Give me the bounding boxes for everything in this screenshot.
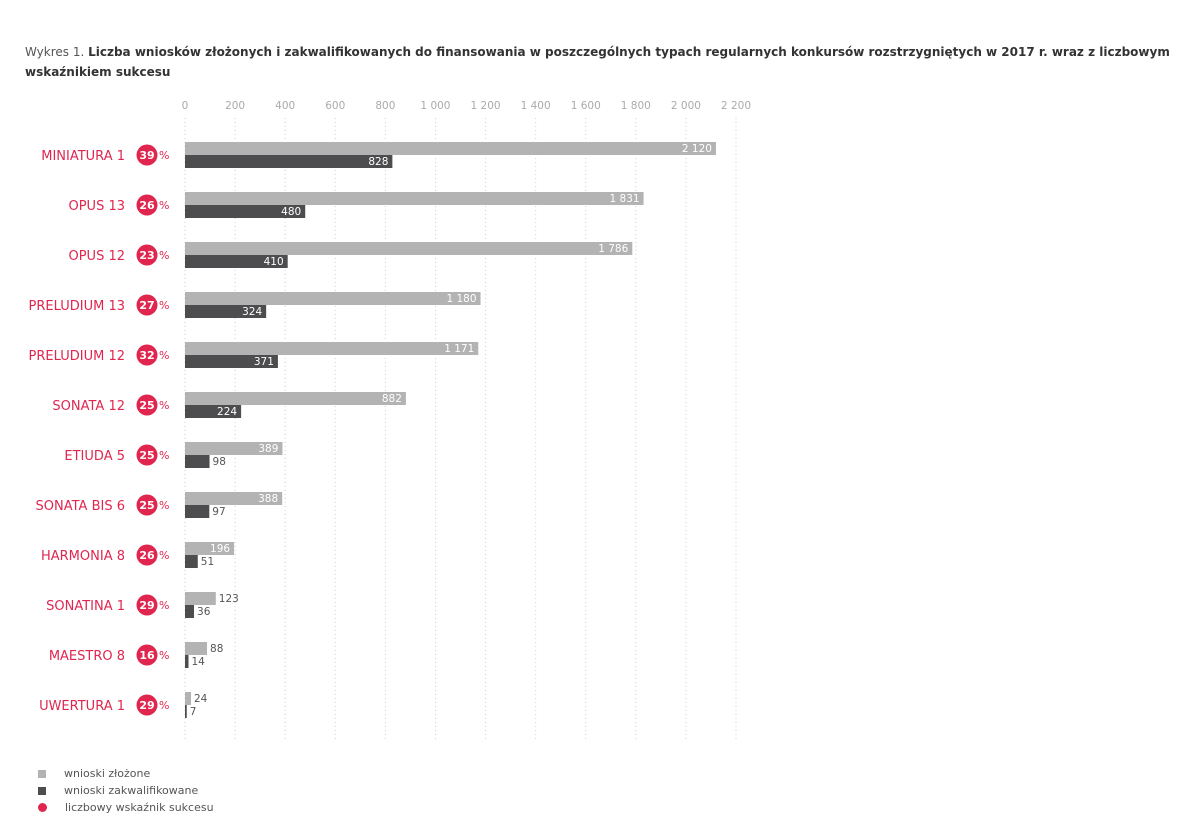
x-tick-label: 800 <box>375 100 396 112</box>
bar-submitted <box>185 342 478 355</box>
bars-layer <box>185 142 716 718</box>
data-label-qualified: 98 <box>212 456 226 468</box>
category-label: SONATA 12 <box>52 399 125 414</box>
legend-dot-icon <box>38 803 47 812</box>
x-tick-label: 1 600 <box>570 100 601 112</box>
success-rate-unit: % <box>159 549 170 562</box>
data-label-qualified: 410 <box>263 256 284 268</box>
category-label: SONATINA 1 <box>46 599 125 614</box>
x-tick-label: 1 800 <box>620 100 651 112</box>
data-label-submitted: 2 120 <box>681 143 712 155</box>
success-rate-value: 39 <box>139 149 155 162</box>
bar-submitted <box>185 292 481 305</box>
bar-submitted <box>185 192 644 205</box>
legend-label: wnioski złożone <box>64 767 151 780</box>
success-rate-unit: % <box>159 349 170 362</box>
bar-submitted <box>185 142 716 155</box>
data-label-qualified: 97 <box>212 506 226 518</box>
x-tick-label: 200 <box>225 100 246 112</box>
success-rate-value: 23 <box>139 249 155 262</box>
chart-title-prefix: Wykres 1. <box>25 45 85 59</box>
chart-title-text: Liczba wniosków złożonych i zakwalifikowanych do finansowania w poszczególnych typach regularnych konkursów rozstrzygniętych w 2017 r. wraz z liczbowym wskaźnikiem sukcesu <box>25 45 1170 79</box>
success-rate-unit: % <box>159 399 170 412</box>
success-rate-unit: % <box>159 249 170 262</box>
data-label-submitted: 388 <box>258 493 279 505</box>
bar-qualified <box>185 155 392 168</box>
category-label: MINIATURA 1 <box>41 149 125 164</box>
bar-submitted <box>185 592 216 605</box>
success-rate-unit: % <box>159 449 170 462</box>
data-label-submitted: 882 <box>381 393 402 405</box>
x-tick-label: 2 200 <box>720 100 752 112</box>
bar-qualified <box>185 655 189 668</box>
legend <box>38 765 214 816</box>
success-rate-value: 25 <box>139 499 155 512</box>
bar-qualified <box>185 505 209 518</box>
success-rate-value: 26 <box>139 549 155 562</box>
data-label-submitted: 196 <box>210 543 231 555</box>
data-label-submitted: 389 <box>258 443 279 455</box>
success-rate-value: 25 <box>139 399 155 412</box>
bar-qualified <box>185 705 187 718</box>
x-tick-label: 1 400 <box>520 100 551 112</box>
success-rate-value: 25 <box>139 449 155 462</box>
success-rate-value: 29 <box>139 599 155 612</box>
data-label-qualified: 7 <box>189 706 197 718</box>
data-label-submitted: 24 <box>194 693 208 705</box>
category-label: UWERTURA 1 <box>39 699 125 714</box>
data-label-qualified: 324 <box>242 306 263 318</box>
x-axis-ticks <box>182 100 751 112</box>
bar-qualified <box>185 555 198 568</box>
data-label-submitted: 1 831 <box>609 193 640 205</box>
data-label-qualified: 51 <box>200 556 215 568</box>
x-tick-label: 400 <box>275 100 296 112</box>
data-label-qualified: 36 <box>197 606 211 618</box>
category-labels-layer <box>29 145 170 716</box>
category-label: SONATA BIS 6 <box>35 499 125 514</box>
category-label: OPUS 12 <box>68 249 125 264</box>
legend-item <box>38 765 214 782</box>
data-label-submitted: 1 171 <box>444 343 475 355</box>
data-label-qualified: 480 <box>281 206 302 218</box>
success-rate-unit: % <box>159 299 170 312</box>
data-label-qualified: 14 <box>191 656 205 668</box>
data-label-submitted: 1 180 <box>446 293 477 305</box>
success-rate-unit: % <box>159 649 170 662</box>
data-label-qualified: 224 <box>217 406 238 418</box>
legend-label: wnioski zakwalifikowane <box>64 784 199 797</box>
category-label: PRELUDIUM 12 <box>28 349 125 364</box>
x-tick-label: 0 <box>181 100 189 112</box>
success-rate-unit: % <box>159 499 170 512</box>
legend-item <box>38 782 214 799</box>
bar-submitted <box>185 692 191 705</box>
x-tick-label: 2 000 <box>670 100 701 112</box>
data-label-qualified: 828 <box>368 156 389 168</box>
data-label-submitted: 88 <box>210 643 224 655</box>
bar-qualified <box>185 455 210 468</box>
data-label-qualified: 371 <box>253 356 274 368</box>
bar-qualified <box>185 605 194 618</box>
x-tick-label: 600 <box>325 100 346 112</box>
data-label-submitted: 1 786 <box>598 243 629 255</box>
category-label: OPUS 13 <box>68 199 125 214</box>
success-rate-value: 32 <box>139 349 155 362</box>
category-label: HARMONIA 8 <box>40 549 125 564</box>
success-rate-unit: % <box>159 149 170 162</box>
success-rate-unit: % <box>159 699 170 712</box>
success-rate-unit: % <box>159 199 170 212</box>
category-label: MAESTRO 8 <box>48 649 125 664</box>
success-rate-value: 29 <box>139 699 155 712</box>
category-label: PRELUDIUM 13 <box>28 299 125 314</box>
legend-square-icon <box>38 787 46 795</box>
legend-label: liczbowy wskaźnik sukcesu <box>65 801 214 814</box>
legend-square-icon <box>38 770 46 778</box>
category-label: ETIUDA 5 <box>64 449 125 464</box>
bar-submitted <box>185 642 207 655</box>
bar-submitted <box>185 392 406 405</box>
success-rate-value: 26 <box>139 199 155 212</box>
success-rate-value: 27 <box>139 299 155 312</box>
success-rate-value: 16 <box>139 649 155 662</box>
x-tick-label: 1 200 <box>470 100 501 112</box>
legend-item <box>38 799 214 816</box>
data-label-submitted: 123 <box>218 593 239 605</box>
x-tick-label: 1 000 <box>420 100 451 112</box>
success-rate-unit: % <box>159 599 170 612</box>
bar-submitted <box>185 242 632 255</box>
